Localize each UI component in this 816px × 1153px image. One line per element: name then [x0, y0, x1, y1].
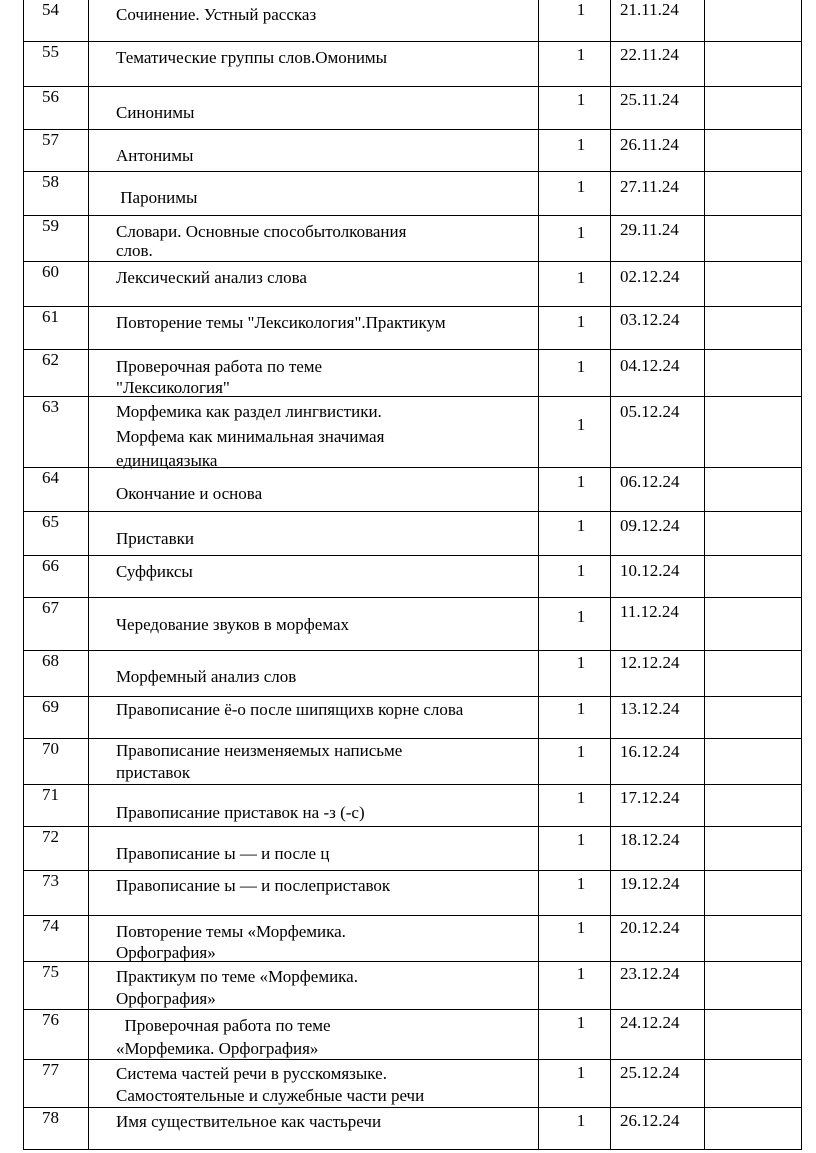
lesson-date: 13.12.24	[620, 699, 680, 718]
lesson-topic: «Морфемика. Орфография»	[116, 1039, 319, 1058]
lesson-hours: 1	[576, 788, 586, 807]
table-row-border	[23, 511, 802, 512]
table-row-border	[23, 555, 802, 556]
lesson-number: 60	[42, 262, 59, 281]
lesson-date: 04.12.24	[620, 356, 680, 375]
lesson-date: 24.12.24	[620, 1013, 680, 1032]
lesson-topic: Антонимы	[116, 146, 194, 165]
lesson-number: 68	[42, 651, 59, 670]
lesson-date: 25.11.24	[620, 90, 679, 109]
lesson-hours: 1	[576, 90, 586, 109]
lesson-date: 27.11.24	[620, 177, 679, 196]
lesson-topic: единицаязыка	[116, 451, 218, 470]
table-row-border	[23, 1059, 802, 1060]
lesson-date: 21.11.24	[620, 0, 679, 19]
lesson-date: 18.12.24	[620, 830, 680, 849]
table-row-border	[23, 171, 802, 172]
table-row-border	[23, 306, 802, 307]
table-row-border	[23, 349, 802, 350]
table-row-border	[23, 915, 802, 916]
lesson-date: 19.12.24	[620, 874, 680, 893]
lesson-number: 67	[42, 598, 59, 617]
lesson-topic: Повторение темы «Морфемика.	[116, 922, 346, 941]
table-row-border	[23, 650, 802, 651]
lesson-topic: Правописание ё-о после шипящихв корне слова	[116, 700, 464, 719]
lesson-topic: Орфография»	[116, 989, 216, 1008]
lesson-topic: Паронимы	[116, 188, 198, 207]
lesson-number: 63	[42, 397, 59, 416]
lesson-date: 09.12.24	[620, 516, 680, 535]
table-row-border	[23, 597, 802, 598]
lesson-topic: Сочинение. Устный рассказ	[116, 5, 317, 24]
lesson-hours: 1	[576, 268, 586, 287]
lesson-hours: 1	[576, 472, 586, 491]
lesson-topic: Проверочная работа по теме	[116, 357, 323, 376]
lesson-hours: 1	[576, 135, 586, 154]
table-column-border	[801, 0, 802, 1150]
table-row-border	[23, 41, 802, 42]
lesson-hours: 1	[576, 918, 586, 937]
lesson-hours: 1	[576, 830, 586, 849]
lesson-date: 20.12.24	[620, 918, 680, 937]
lesson-hours: 1	[576, 964, 586, 983]
lesson-number: 75	[42, 962, 59, 981]
lesson-hours: 1	[576, 653, 586, 672]
lesson-topic: Морфема как минимальная значимая	[116, 427, 385, 446]
lesson-hours: 1	[576, 742, 586, 761]
table-row-border	[23, 1009, 802, 1010]
lesson-hours: 1	[576, 1111, 586, 1130]
lesson-date: 06.12.24	[620, 472, 680, 491]
lesson-topic: Чередование звуков в морфемах	[116, 615, 350, 634]
lesson-topic: Самостоятельные и служебные части речи	[116, 1086, 425, 1105]
lesson-hours: 1	[576, 223, 586, 242]
lesson-hours: 1	[576, 561, 586, 580]
lesson-topic: Окончание и основа	[116, 484, 263, 503]
lesson-date: 17.12.24	[620, 788, 680, 807]
lesson-topic: Словари. Основные способытолкования	[116, 222, 407, 241]
lesson-topic: Морфемный анализ слов	[116, 667, 297, 686]
lesson-date: 03.12.24	[620, 310, 680, 329]
lesson-topic: Проверочная работа по теме	[116, 1016, 331, 1035]
lesson-topic: Тематические группы слов.Омонимы	[116, 48, 388, 67]
table-row-border	[23, 696, 802, 697]
lesson-date: 29.11.24	[620, 220, 679, 239]
lesson-topic: слов.	[116, 241, 153, 260]
lesson-date: 25.12.24	[620, 1063, 680, 1082]
lesson-number: 65	[42, 512, 59, 531]
lesson-number: 54	[42, 0, 59, 19]
lesson-number: 58	[42, 172, 59, 191]
lesson-topic: Повторение темы "Лексикология".Практикум	[116, 313, 446, 332]
lesson-date: 22.11.24	[620, 45, 679, 64]
lesson-number: 70	[42, 739, 59, 758]
lesson-date: 11.12.24	[620, 602, 679, 621]
lesson-hours: 1	[576, 874, 586, 893]
lesson-number: 76	[42, 1010, 59, 1029]
lesson-topic: Имя существительное как частьречи	[116, 1112, 382, 1131]
lesson-hours: 1	[576, 699, 586, 718]
lesson-date: 26.12.24	[620, 1111, 680, 1130]
table-row-border	[23, 738, 802, 739]
lesson-topic: Приставки	[116, 529, 194, 548]
lesson-topic: Синонимы	[116, 103, 195, 122]
lesson-number: 61	[42, 307, 59, 326]
lesson-number: 73	[42, 871, 59, 890]
lesson-topic: Орфография»	[116, 943, 216, 962]
lesson-number: 57	[42, 130, 59, 149]
table-row-border	[23, 1149, 802, 1150]
lesson-number: 74	[42, 916, 59, 935]
lesson-topic: Морфемика как раздел лингвистики.	[116, 402, 382, 421]
lesson-topic: "Лексикология"	[116, 378, 230, 397]
lesson-number: 71	[42, 785, 59, 804]
lesson-hours: 1	[576, 415, 586, 434]
lesson-hours: 1	[576, 312, 586, 331]
table-row-border	[23, 86, 802, 87]
lesson-topic: Суффиксы	[116, 562, 193, 581]
lesson-topic: Практикум по теме «Морфемика.	[116, 967, 358, 986]
lesson-number: 55	[42, 42, 59, 61]
table-row-border	[23, 826, 802, 827]
table-column-border	[538, 0, 539, 1150]
lesson-hours: 1	[576, 177, 586, 196]
lesson-number: 77	[42, 1060, 59, 1079]
lesson-number: 66	[42, 556, 59, 575]
lesson-topic: Правописание ы — и после ц	[116, 844, 330, 863]
lesson-number: 69	[42, 697, 59, 716]
lesson-date: 16.12.24	[620, 742, 680, 761]
lesson-date: 10.12.24	[620, 561, 680, 580]
table-row-border	[23, 1107, 802, 1108]
lesson-hours: 1	[576, 1063, 586, 1082]
lesson-date: 05.12.24	[620, 402, 680, 421]
lesson-number: 64	[42, 468, 59, 487]
lesson-topic: Правописание приставок на -з (-с)	[116, 803, 365, 822]
table-row-border	[23, 261, 802, 262]
table-row-border	[23, 784, 802, 785]
lesson-hours: 1	[576, 357, 586, 376]
lesson-date: 02.12.24	[620, 267, 680, 286]
table-column-border	[610, 0, 611, 1150]
lesson-date: 26.11.24	[620, 135, 679, 154]
lesson-hours: 1	[576, 0, 586, 19]
lesson-date: 12.12.24	[620, 653, 680, 672]
lesson-hours: 1	[576, 1013, 586, 1032]
lesson-hours: 1	[576, 516, 586, 535]
lesson-number: 56	[42, 87, 59, 106]
lesson-hours: 1	[576, 607, 586, 626]
table-row-border	[23, 215, 802, 216]
lesson-number: 62	[42, 350, 59, 369]
lesson-number: 78	[42, 1108, 59, 1127]
lesson-topic: Лексический анализ слова	[116, 268, 307, 287]
table-column-border	[23, 0, 24, 1150]
lesson-topic: приставок	[116, 763, 191, 782]
lesson-topic: Правописание неизменяемых написьме	[116, 741, 403, 760]
lesson-number: 59	[42, 216, 59, 235]
lesson-hours: 1	[576, 45, 586, 64]
table-column-border	[88, 0, 89, 1150]
lesson-number: 72	[42, 827, 59, 846]
table-column-border	[704, 0, 705, 1150]
lesson-topic: Правописание ы — и послеприставок	[116, 876, 391, 895]
lesson-topic: Система частей речи в русскомязыке.	[116, 1064, 387, 1083]
lesson-date: 23.12.24	[620, 964, 680, 983]
table-row-border	[23, 870, 802, 871]
table-row-border	[23, 129, 802, 130]
